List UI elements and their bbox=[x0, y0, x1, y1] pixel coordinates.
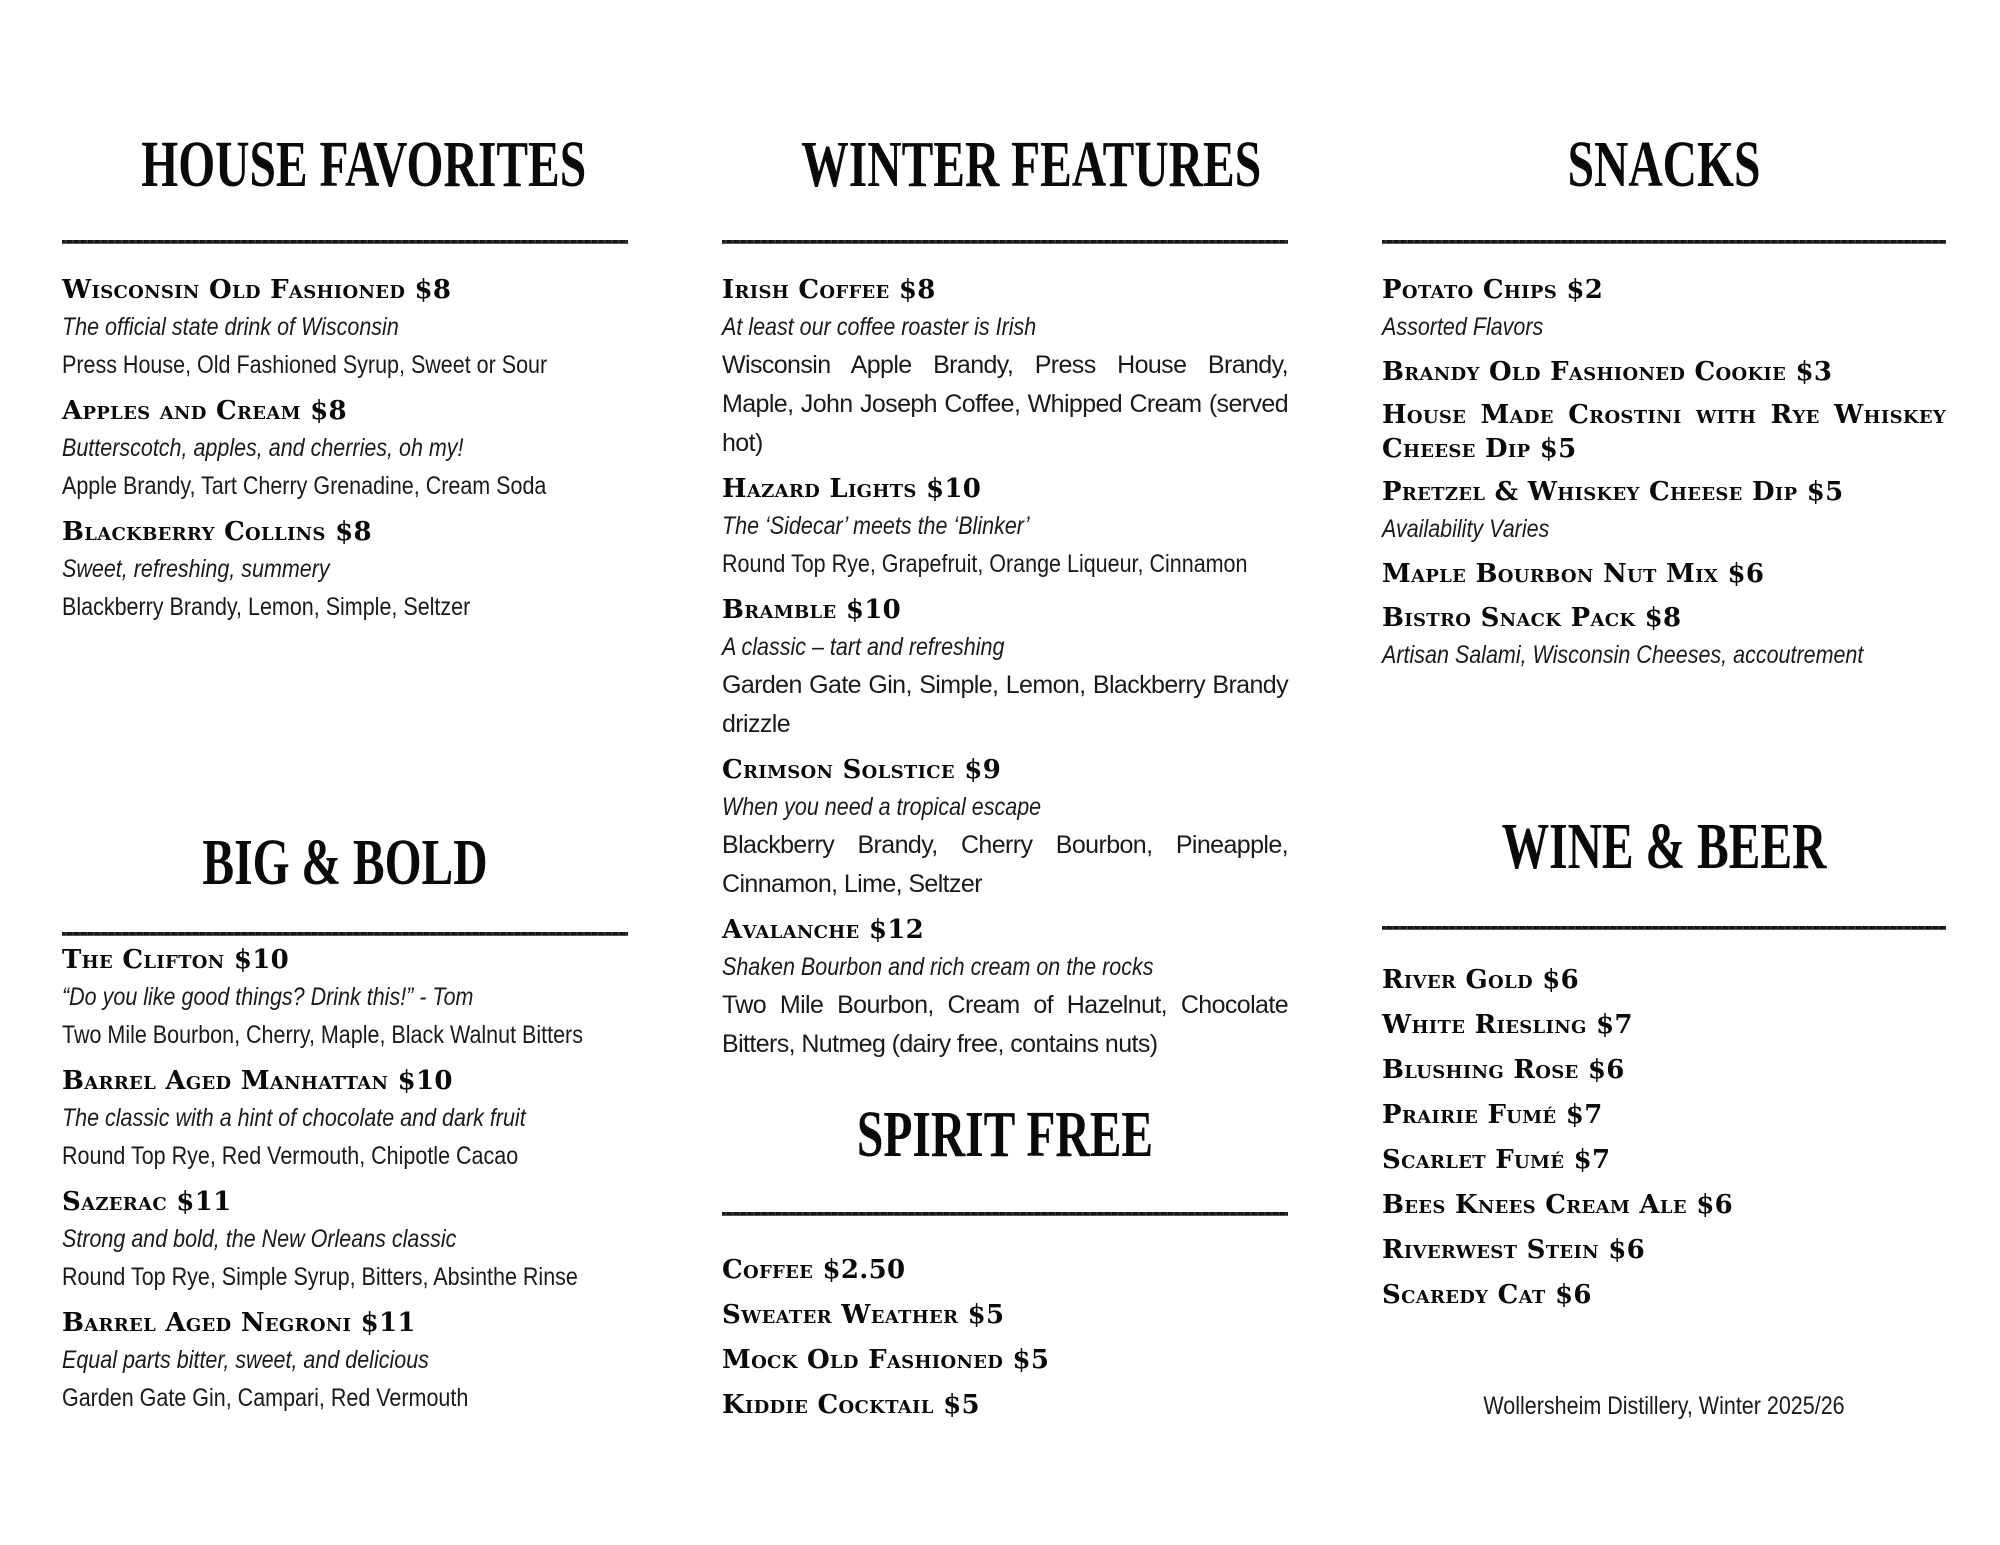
item-name: Blushing Rose $6 bbox=[1382, 1055, 1625, 1085]
menu-item bbox=[62, 1063, 628, 1176]
divider bbox=[722, 240, 1288, 244]
section-title: SNACKS bbox=[1567, 128, 1761, 201]
item-name: Potato Chips $2 bbox=[1382, 275, 1604, 305]
item-name: Barrel Aged Manhattan $10 bbox=[62, 1066, 453, 1096]
menu-item bbox=[1382, 1097, 1946, 1133]
item-name: Hazard Lights $10 bbox=[722, 474, 982, 504]
item-name: Sazerac $11 bbox=[62, 1187, 232, 1217]
section-title: SPIRIT FREE bbox=[856, 1098, 1154, 1171]
section-title: HOUSE FAVORITES bbox=[141, 128, 587, 201]
item-tagline: Availability Varies bbox=[1382, 515, 1550, 543]
menu-item bbox=[722, 1342, 1288, 1378]
item-ingredients: Press House, Old Fashioned Syrup, Sweet or Sour bbox=[62, 351, 548, 379]
item-name: Brandy Old Fashioned Cookie $3 bbox=[1382, 357, 1833, 387]
divider bbox=[62, 240, 628, 244]
item-tagline: Sweet, refreshing, summery bbox=[62, 555, 330, 583]
item-name: Apples and Cream $8 bbox=[62, 396, 347, 426]
menu-item bbox=[1382, 1052, 1946, 1088]
divider bbox=[62, 932, 628, 936]
divider bbox=[1382, 926, 1946, 930]
menu-item bbox=[1382, 556, 1946, 592]
menu-item bbox=[62, 1184, 628, 1297]
item-ingredients: Round Top Rye, Grapefruit, Orange Liqueur, Cinnamon bbox=[722, 550, 1248, 578]
item-tagline: The ‘Sidecar’ meets the ‘Blinker’ bbox=[722, 512, 1030, 540]
menu-item bbox=[1382, 962, 1946, 998]
menu-item bbox=[62, 942, 628, 1055]
item-tagline: Artisan Salami, Wisconsin Cheeses, accoutrement bbox=[1382, 641, 1864, 669]
item-tagline: Assorted Flavors bbox=[1382, 313, 1544, 341]
item-tagline: Butterscotch, apples, and cherries, oh my! bbox=[62, 434, 464, 462]
item-tagline: Shaken Bourbon and rich cream on the rocks bbox=[722, 953, 1154, 981]
item-ingredients: Garden Gate Gin, Campari, Red Vermouth bbox=[62, 1384, 469, 1412]
menu-item bbox=[62, 1305, 628, 1418]
menu-item bbox=[1382, 474, 1946, 548]
menu-item bbox=[722, 592, 1288, 744]
item-name: River Gold $6 bbox=[1382, 965, 1580, 995]
menu-item bbox=[722, 1387, 1288, 1423]
item-ingredients: Blackberry Brandy, Lemon, Simple, Seltzer bbox=[62, 593, 471, 621]
menu-item bbox=[62, 393, 628, 506]
section-house-favorites bbox=[62, 130, 628, 635]
item-name: The Clifton $10 bbox=[62, 945, 290, 975]
menu-item bbox=[722, 272, 1288, 463]
menu-item bbox=[722, 752, 1288, 904]
footer-credit: Wollersheim Distillery, Winter 2025/26 bbox=[1483, 1392, 1845, 1420]
item-tagline: When you need a tropical escape bbox=[722, 793, 1042, 821]
item-tagline: Equal parts bitter, sweet, and delicious bbox=[62, 1346, 429, 1374]
item-name: White Riesling $7 bbox=[1382, 1010, 1633, 1040]
section-title: WINE & BEER bbox=[1501, 810, 1827, 883]
item-tagline: At least our coffee roaster is Irish bbox=[722, 313, 1037, 341]
item-name: Riverwest Stein $6 bbox=[1382, 1235, 1646, 1265]
item-ingredients: Two Mile Bourbon, Cream of Hazelnut, Chocolate Bitters, Nutmeg (dairy free, contains nuts) bbox=[722, 991, 1288, 1058]
item-name: Scaredy Cat $6 bbox=[1382, 1280, 1592, 1310]
menu-item bbox=[1382, 1142, 1946, 1178]
menu-item bbox=[1382, 354, 1946, 390]
section-big-and-bold bbox=[62, 828, 628, 1426]
section-wine-and-beer bbox=[1382, 812, 1946, 1322]
menu-item bbox=[1382, 1232, 1946, 1268]
item-name: House Made Crostini with Rye Whiskey Cheese Dip $5 bbox=[1382, 400, 1946, 464]
item-tagline: The official state drink of Wisconsin bbox=[62, 313, 399, 341]
divider bbox=[722, 1212, 1288, 1216]
item-tagline: Strong and bold, the New Orleans classic bbox=[62, 1225, 457, 1253]
item-ingredients: Blackberry Brandy, Cherry Bourbon, Pineapple, Cinnamon, Lime, Seltzer bbox=[722, 831, 1288, 898]
menu-item bbox=[722, 1297, 1288, 1333]
menu-item bbox=[62, 272, 628, 385]
item-ingredients: Garden Gate Gin, Simple, Lemon, Blackberry Brandy drizzle bbox=[722, 671, 1288, 738]
item-name: Scarlet Fumé $7 bbox=[1382, 1145, 1611, 1175]
item-name: Avalanche $12 bbox=[722, 915, 925, 945]
menu-item bbox=[1382, 1187, 1946, 1223]
item-name: Wisconsin Old Fashioned $8 bbox=[62, 275, 452, 305]
item-name: Kiddie Cocktail $5 bbox=[722, 1390, 980, 1420]
item-name: Mock Old Fashioned $5 bbox=[722, 1345, 1050, 1375]
item-tagline: “Do you like good things? Drink this!” - Tom bbox=[62, 983, 474, 1011]
menu-item bbox=[722, 1252, 1288, 1288]
item-ingredients: Two Mile Bourbon, Cherry, Maple, Black Walnut Bitters bbox=[62, 1021, 583, 1049]
item-name: Blackberry Collins $8 bbox=[62, 517, 372, 547]
item-name: Bees Knees Cream Ale $6 bbox=[1382, 1190, 1734, 1220]
section-title: WINTER FEATURES bbox=[801, 128, 1262, 201]
item-name: Irish Coffee $8 bbox=[722, 275, 936, 305]
section-winter-features bbox=[722, 130, 1288, 1072]
item-name: Bistro Snack Pack $8 bbox=[1382, 603, 1682, 633]
menu-item bbox=[722, 912, 1288, 1064]
menu-item bbox=[1382, 1277, 1946, 1313]
item-name: Crimson Solstice $9 bbox=[722, 755, 1002, 785]
item-name: Prairie Fumé $7 bbox=[1382, 1100, 1603, 1130]
item-ingredients: Apple Brandy, Tart Cherry Grenadine, Cream Soda bbox=[62, 472, 547, 500]
item-ingredients: Round Top Rye, Simple Syrup, Bitters, Absinthe Rinse bbox=[62, 1263, 578, 1291]
item-tagline: The classic with a hint of chocolate and dark fruit bbox=[62, 1104, 526, 1132]
section-title: BIG & BOLD bbox=[202, 826, 488, 899]
menu-item bbox=[722, 471, 1288, 584]
item-tagline: A classic – tart and refreshing bbox=[722, 633, 1005, 661]
item-ingredients: Wisconsin Apple Brandy, Press House Brandy, Maple, John Joseph Coffee, Whipped Cream (served hot) bbox=[722, 351, 1288, 457]
item-name: Sweater Weather $5 bbox=[722, 1300, 1005, 1330]
menu-item bbox=[1382, 600, 1946, 674]
item-ingredients: Round Top Rye, Red Vermouth, Chipotle Cacao bbox=[62, 1142, 519, 1170]
item-name: Coffee $2.50 bbox=[722, 1255, 906, 1285]
section-snacks bbox=[1382, 130, 1946, 682]
item-name: Bramble $10 bbox=[722, 595, 902, 625]
menu-item bbox=[62, 514, 628, 627]
menu-item bbox=[1382, 272, 1946, 346]
menu-item bbox=[1382, 1007, 1946, 1043]
item-name: Maple Bourbon Nut Mix $6 bbox=[1382, 559, 1765, 589]
section-spirit-free bbox=[722, 1100, 1288, 1432]
item-name: Barrel Aged Negroni $11 bbox=[62, 1308, 416, 1338]
item-name: Pretzel & Whiskey Cheese Dip $5 bbox=[1382, 477, 1844, 507]
divider bbox=[1382, 240, 1946, 244]
menu-item bbox=[1382, 398, 1946, 466]
